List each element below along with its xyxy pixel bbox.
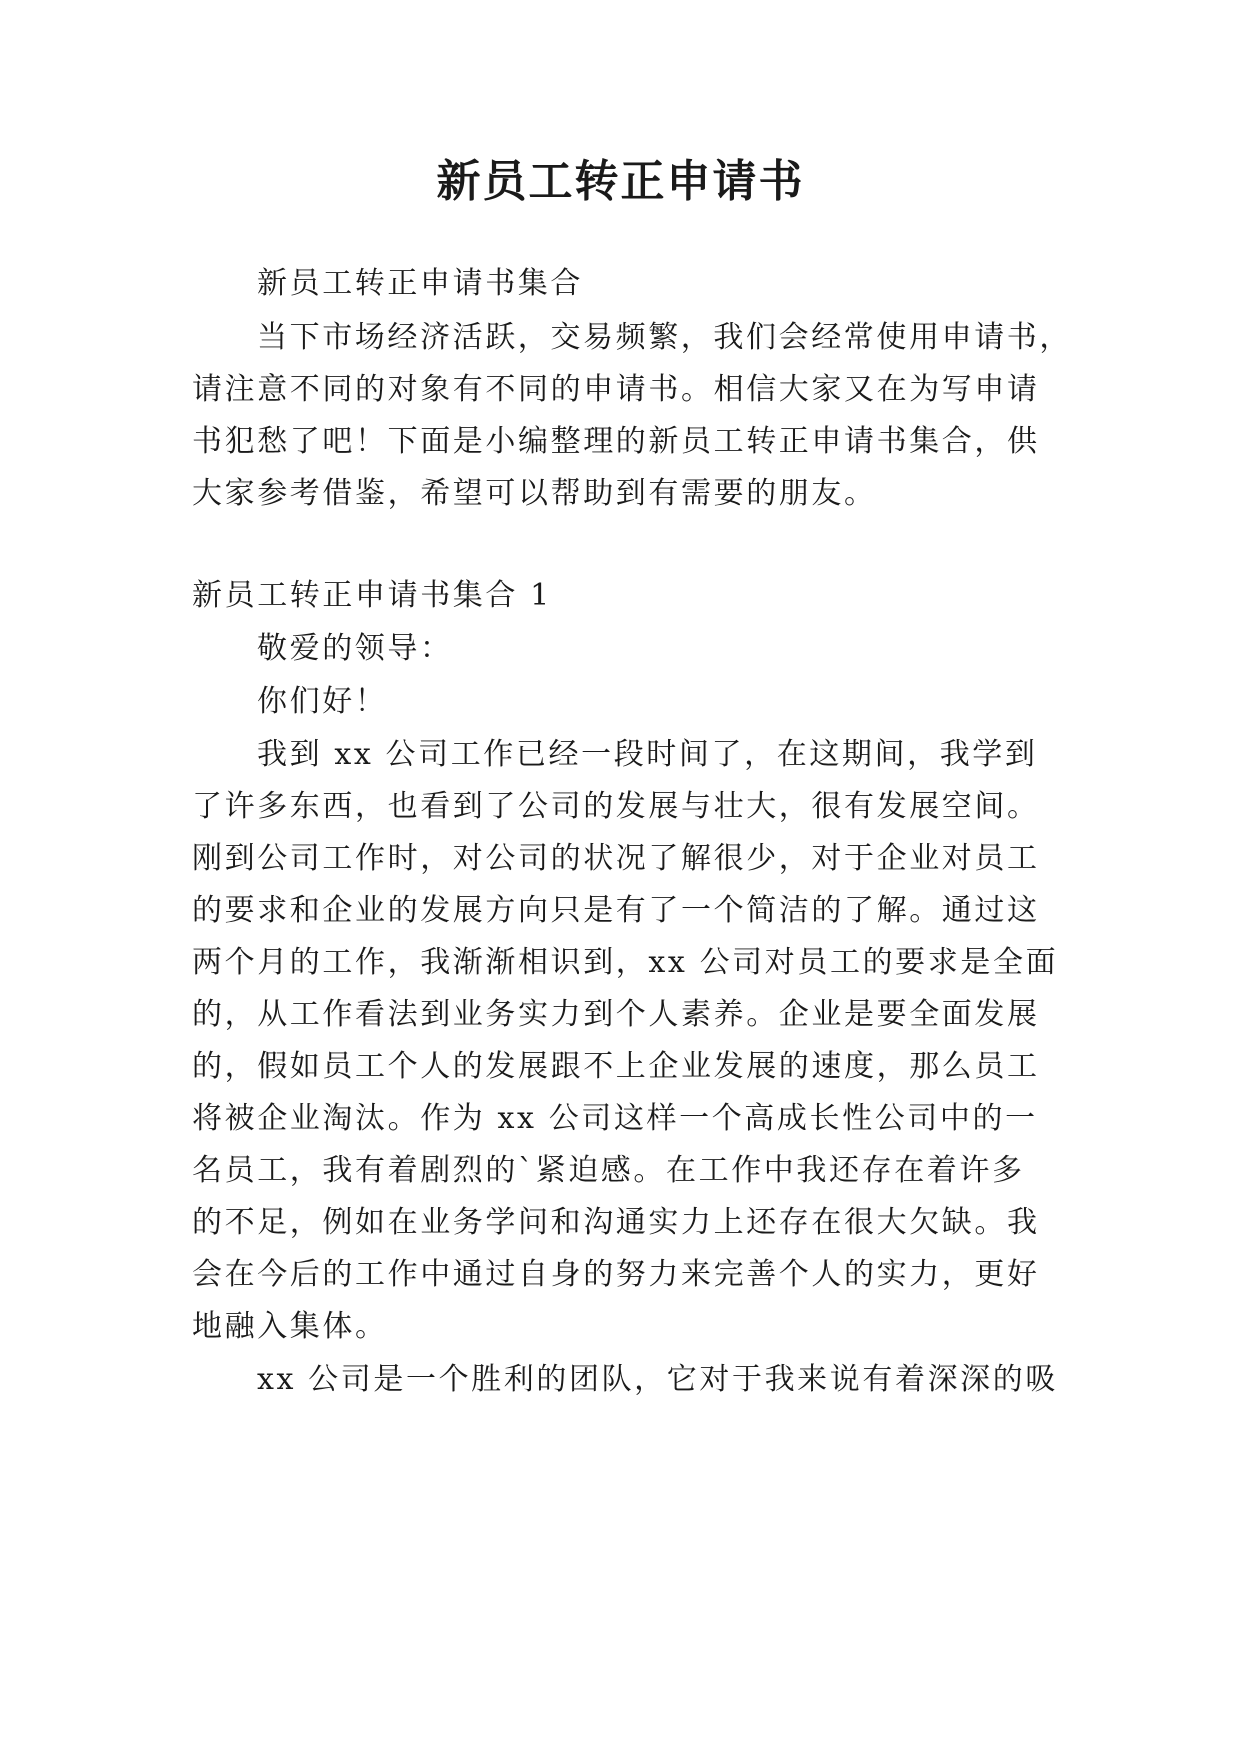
body-line: 我到 xx 公司工作已经一段时间了，在这期间，我学到 bbox=[257, 737, 1038, 772]
document-title: 新员工转正申请书 bbox=[436, 156, 805, 207]
body-line: xx 公司是一个胜利的团队，它对于我来说有着深深的吸 bbox=[257, 1362, 1058, 1397]
body-line: 的，从工作看法到业务实力到个人素养。企业是要全面发展 bbox=[192, 997, 1040, 1032]
body-line: 刚到公司工作时，对公司的状况了解很少，对于企业对员工 bbox=[192, 841, 1040, 876]
intro-line: 请注意不同的对象有不同的申请书。相信大家又在为写申请 bbox=[192, 372, 1040, 407]
body-line: 了许多东西，也看到了公司的发展与壮大，很有发展空间。 bbox=[192, 789, 1040, 824]
body-line: 的，假如员工个人的发展跟不上企业发展的速度，那么员工 bbox=[192, 1049, 1040, 1084]
section-heading: 新员工转正申请书集合 1 bbox=[192, 578, 552, 613]
body-line: 名员工，我有着剧烈的`紧迫感。在工作中我还存在着许多 bbox=[192, 1153, 1025, 1188]
salutation: 敬爱的领导： bbox=[257, 631, 453, 666]
intro-line: 书犯愁了吧！下面是小编整理的新员工转正申请书集合，供 bbox=[192, 424, 1040, 459]
body-line: 的要求和企业的发展方向只是有了一个简洁的了解。通过这 bbox=[192, 893, 1040, 928]
collection-heading: 新员工转正申请书集合 bbox=[257, 266, 583, 301]
body-line: 两个月的工作，我渐渐相识到，xx 公司对员工的要求是全面 bbox=[192, 945, 1059, 980]
body-line: 会在今后的工作中通过自身的努力来完善个人的实力，更好 bbox=[192, 1257, 1040, 1292]
intro-line: 当下市场经济活跃，交易频繁，我们会经常使用申请书， bbox=[257, 320, 1072, 355]
body-line: 的不足，例如在业务学问和沟通实力上还存在很大欠缺。我 bbox=[192, 1205, 1040, 1240]
body-line: 将被企业淘汰。作为 xx 公司这样一个高成长性公司中的一 bbox=[192, 1101, 1038, 1136]
intro-line: 大家参考借鉴，希望可以帮助到有需要的朋友。 bbox=[192, 476, 877, 511]
greeting: 你们好！ bbox=[257, 684, 388, 719]
body-line: 地融入集体。 bbox=[192, 1309, 388, 1344]
